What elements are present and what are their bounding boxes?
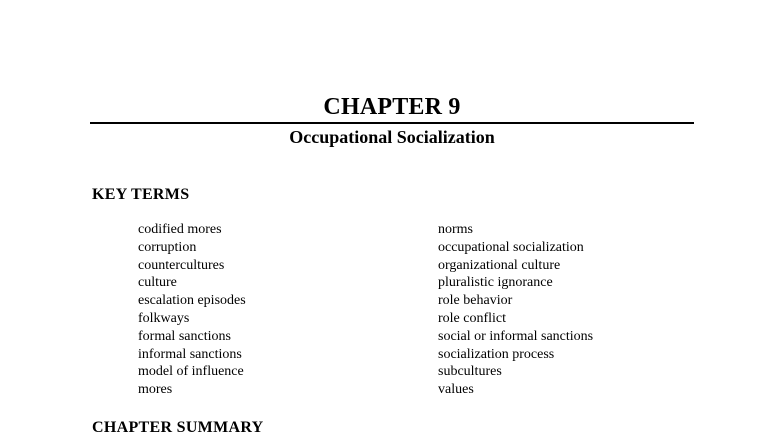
key-terms-left-column	[138, 221, 246, 399]
key-term: mores	[138, 382, 173, 398]
title-divider	[90, 122, 694, 124]
key-term: escalation episodes	[138, 293, 246, 309]
key-term: corruption	[138, 239, 197, 255]
key-term: formal sanctions	[138, 328, 231, 344]
key-term: informal sanctions	[138, 346, 242, 362]
key-term: occupational socialization	[438, 239, 584, 255]
key-term: values	[438, 382, 474, 398]
key-term: countercultures	[138, 257, 225, 273]
chapter-title: CHAPTER 9	[323, 94, 461, 120]
key-term: organizational culture	[438, 257, 561, 273]
key-term: codified mores	[138, 222, 222, 237]
key-term: folkways	[138, 310, 190, 326]
chapter-subtitle: Occupational Socialization	[289, 127, 495, 147]
key-term: socialization process	[438, 346, 555, 362]
key-terms-heading: KEY TERMS	[92, 186, 190, 203]
key-term: subcultures	[438, 364, 502, 380]
key-term: model of influence	[138, 364, 244, 380]
key-term: norms	[438, 222, 473, 237]
key-term: culture	[138, 275, 177, 291]
chapter-summary-heading: CHAPTER SUMMARY	[92, 419, 264, 436]
key-term: role behavior	[438, 293, 513, 309]
key-term: role conflict	[438, 310, 507, 326]
key-term: social or informal sanctions	[438, 328, 594, 344]
key-terms-right-column	[438, 221, 593, 399]
key-term: pluralistic ignorance	[438, 275, 553, 291]
